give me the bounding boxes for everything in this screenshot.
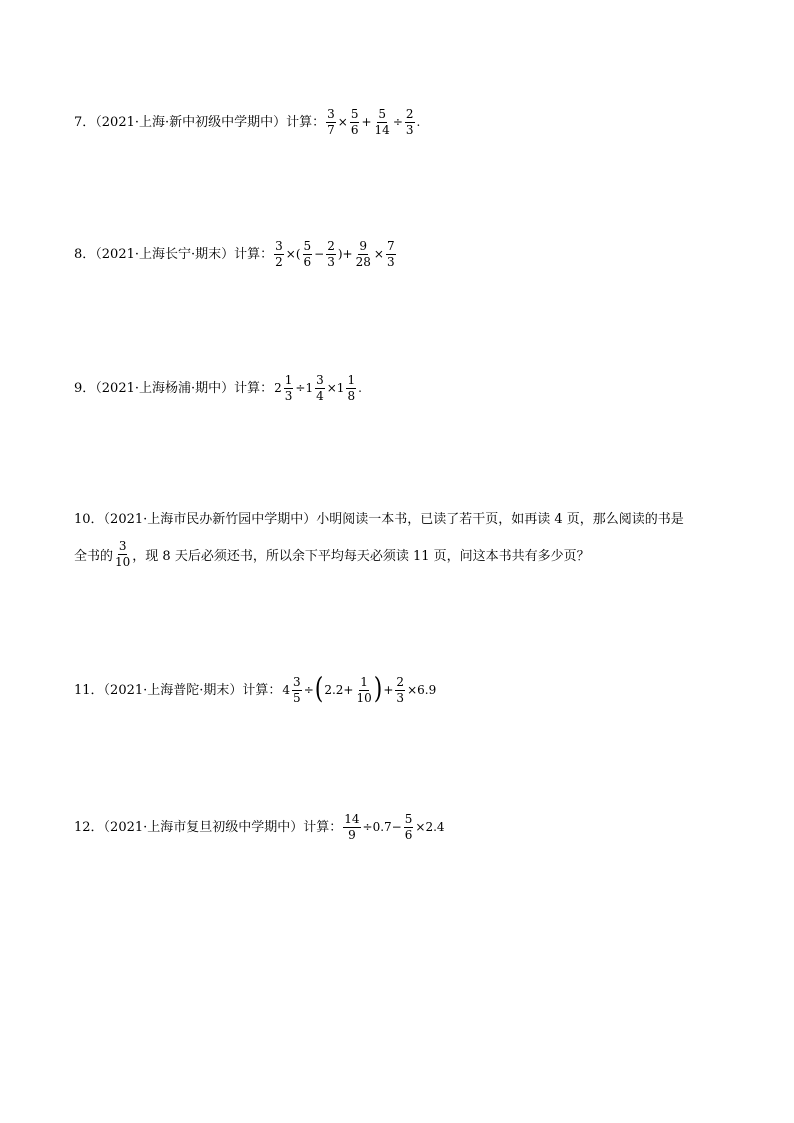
numerator: 9 (359, 239, 368, 253)
fraction (374, 108, 391, 136)
operator: ×( (285, 247, 301, 262)
operator: ÷0.7− (362, 820, 402, 835)
numerator: 1 (284, 373, 293, 387)
denominator: 3 (284, 388, 293, 403)
fraction (274, 240, 284, 268)
denominator: 10 (356, 690, 372, 705)
operator: . (416, 115, 421, 130)
denominator: 3 (396, 690, 405, 705)
question-11 (74, 673, 437, 706)
denominator: 14 (374, 122, 390, 137)
fraction (355, 240, 372, 268)
fraction (405, 108, 415, 136)
numerator: 5 (404, 812, 413, 826)
numerator: 5 (303, 239, 312, 253)
numerator: 1 (360, 675, 368, 689)
denominator: 3 (405, 122, 414, 137)
fraction (386, 240, 396, 268)
question-prefix: 8．（2021·上海长宁·期末）计算： (74, 246, 274, 262)
question-10-fraction: $\frac{3}{10}$ (115, 539, 131, 569)
operator: × (337, 115, 348, 130)
denominator: 5 (293, 690, 301, 705)
operator: 2 (274, 381, 282, 396)
operator: × (373, 247, 384, 262)
denominator: 8 (347, 388, 356, 403)
numerator: 1 (347, 373, 356, 387)
denominator: 7 (327, 122, 335, 137)
denominator: 6 (303, 254, 312, 269)
numerator: 2 (396, 675, 405, 689)
numerator: 2 (327, 239, 335, 253)
operator: ÷ (392, 115, 403, 130)
fraction (343, 813, 360, 841)
question-9 (74, 374, 363, 402)
numerator: 3 (316, 373, 324, 387)
operator: ×2.4 (415, 820, 445, 835)
question-10-line1 (74, 508, 684, 527)
parenthesis: ) (373, 673, 383, 706)
question-10-line2 (74, 540, 590, 568)
question-7 (74, 108, 421, 136)
denominator: 6 (404, 827, 413, 842)
parenthesis: ( (314, 673, 324, 706)
question-10-text-1: 10．（2021·上海市民办新竹园中学期中）小明阅读一本书，已读了若干页，如再读 4 页，那么阅读的书是 (74, 512, 684, 527)
question-12 (74, 813, 446, 841)
fraction (350, 108, 360, 136)
operator: + (361, 115, 372, 130)
numerator: 14 (344, 812, 360, 826)
fraction (315, 374, 325, 402)
operator: ×6.9 (407, 683, 437, 698)
numerator: 3 (293, 675, 301, 689)
fraction (395, 676, 405, 704)
denominator: 6 (350, 122, 359, 137)
operator: + (383, 683, 394, 698)
operator: − (314, 247, 325, 262)
operator: )+ (337, 247, 353, 262)
numerator: 3 (275, 239, 283, 253)
question-10-text-2a: 全书的 (74, 548, 114, 564)
fraction (346, 374, 356, 402)
operator: 2.2+ (324, 683, 354, 698)
denominator: 3 (386, 254, 395, 269)
question-prefix: 7．（2021·上海·新中初级中学期中）计算： (74, 114, 326, 130)
numerator: 5 (350, 107, 359, 121)
question-10-text-2b: ，现 8 天后必须还书，所以余下平均每天必须读 11 页，问这本书共有多少页？ (132, 548, 590, 564)
denominator: 3 (327, 254, 335, 269)
question-prefix: 12．（2021·上海市复旦初级中学期中）计算： (74, 819, 343, 835)
denominator: 9 (348, 827, 356, 842)
fraction (326, 240, 336, 268)
fraction (355, 676, 372, 704)
denominator: 4 (316, 388, 324, 403)
operator: ×1 (326, 381, 345, 396)
question-prefix: 11．（2021·上海普陀·期末）计算： (74, 682, 282, 698)
denominator: 2 (275, 254, 283, 269)
operator: ÷ (303, 683, 314, 698)
question-8 (74, 240, 397, 268)
fraction (284, 374, 294, 402)
question-prefix: 9．（2021·上海杨浦·期中）计算： (74, 380, 274, 396)
operator: 4 (282, 683, 291, 698)
fraction (326, 108, 336, 136)
denominator: 28 (355, 254, 371, 269)
operator: . (358, 381, 362, 396)
numerator: 3 (327, 107, 335, 121)
numerator: 7 (386, 239, 395, 253)
operator: ÷1 (295, 381, 314, 396)
fraction (292, 676, 302, 704)
numerator: 5 (378, 107, 386, 121)
fraction (303, 240, 313, 268)
numerator: 2 (405, 107, 414, 121)
fraction (404, 813, 414, 841)
